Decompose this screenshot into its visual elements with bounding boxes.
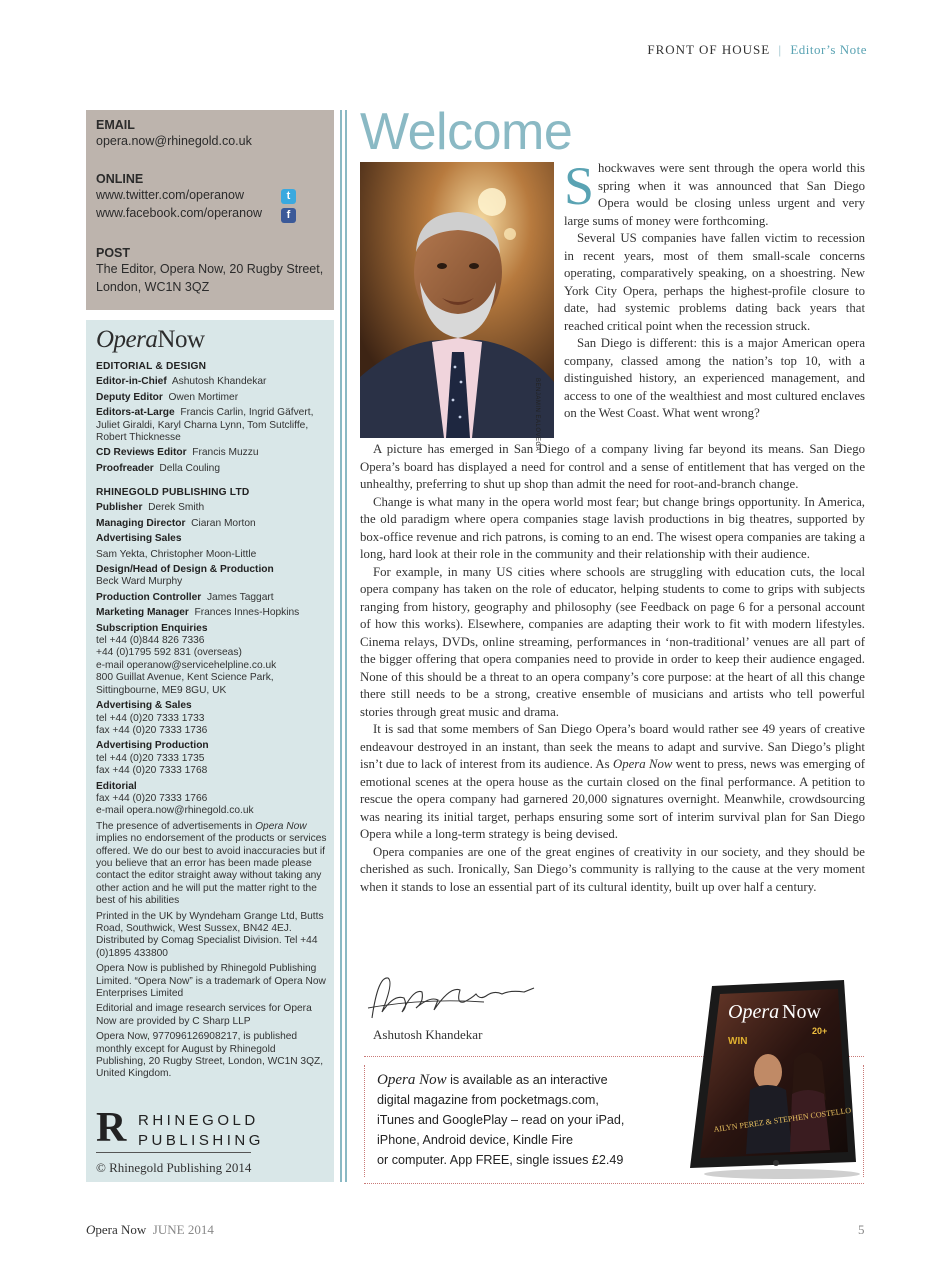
opera-now-logo (96, 326, 205, 354)
editor-in-chief: Ashutosh Khandekar (171, 376, 267, 388)
adv-sales-tel: tel +44 (0)20 7333 1733 (96, 712, 205, 724)
md-label: Managing Director (96, 517, 186, 529)
address-line-1: The Editor, Opera Now, 20 Rugby Street, (96, 262, 324, 276)
adv-prod-fax: fax +44 (0)20 7333 1768 (96, 765, 208, 777)
marketing: Frances Innes-Hopkins (194, 607, 300, 619)
online-heading: ONLINE (96, 172, 144, 186)
contact-box (86, 110, 334, 310)
md: Ciaran Morton (191, 517, 256, 529)
publisher: Derek Smith (148, 502, 205, 514)
paragraph-3: San Diego is different: this is a major American opera company, classed among the nation’s top 10, with a distinguished history, an experienced management, and access to one of the wealthiest and most cultured enclaves on the West Coast. What went wrong? (564, 336, 865, 420)
production-controller: James Taggart (206, 591, 274, 603)
editorial-email[interactable]: e-mail opera.now@rhinegold.co.uk (96, 805, 254, 817)
proofreader: Della Couling (159, 462, 221, 474)
paragraph-6: For example, in many US cities where schools are struggling with education cuts, the local opera company has taken on the role of educator, helping students to come to grips with subjects ranging from history, geography and philosophy (see Feedback on page 6 for a personal account of how this works). Elsewhere, companies are adapting their work to fit with modern lifestyles. Cinema relays, DVDs, online streaming, performances in ‘non-traditional’ venues are all part of the bigger offering that opera companies need to provide in order to keep their audience engaged. None of this should be a threat to an opera company’s core purpose: at the heart of all this change there still needs to be a strong, creative ensemble of musicians and artists who tell powerful stories through great music and drama. (360, 564, 865, 719)
section-label: FRONT OF HOUSE (647, 42, 771, 57)
page-number: 5 (858, 1222, 865, 1237)
editors-at-large-label: Editors-at-Large (96, 407, 175, 419)
editorial-heading: EDITORIAL & DESIGN (96, 361, 207, 372)
twitter-link[interactable]: www.twitter.com/operanow (96, 188, 244, 202)
promo-line-2[interactable]: digital magazine from pocketmags.com, (377, 1093, 599, 1107)
paragraph-4: A picture has emerged in San Diego of a company living far beyond its means. San Diego Opera’s board has displayed a need for control and a sense of entitlement that has verged on the unhealthy, preferring to shut up shop than admit the need for root-and-branch change. (360, 442, 865, 491)
facebook-icon[interactable]: f (281, 208, 296, 223)
email-link[interactable]: opera.now@rhinegold.co.uk (96, 134, 252, 148)
subs-label: Subscription Enquiries (96, 622, 208, 634)
running-head-separator: | (778, 42, 783, 57)
drop-cap: S (564, 156, 595, 216)
adv-prod-tel: tel +44 (0)20 7333 1735 (96, 752, 205, 764)
promo-line-3: iTunes and GooglePlay – read on your iPad, (377, 1113, 625, 1127)
subs-email[interactable]: e-mail operanow@servicehelpline.co.uk (96, 659, 277, 671)
tablet-cover-lines: AILYN PEREZ & STEPHEN COSTELLO (713, 1105, 852, 1134)
footer-magazine (86, 1222, 214, 1238)
rhinegold-logo-rule (96, 1152, 251, 1153)
editor-in-chief-label: Editor-in-Chief (96, 376, 167, 388)
article-body-wide (360, 441, 865, 896)
paragraph-5: Change is what many in the opera world most fear; but change brings opportunity. In America, the old paradigm where opera companies stage lavish productions in big theatres, supported by box-office revenue and rich patrons, is coming to an end. The wisest opera companies are taking a long, hard look at their role in the community and their relationship with their audience. (360, 494, 865, 561)
disclaimer (96, 821, 328, 908)
tablet-title-opera: Opera (728, 1001, 780, 1023)
paragraph-2: Several US companies have fallen victim to recession in recent years, most of them small-scale concerns operating, comparatively speaking, on a shoestring. New York City Opera, perhaps the highest-profile closure to date, had systemic problems dating back years that reached critical point when the recession struck. (564, 231, 865, 333)
disclaimer-pre: The presence of advertisements in (96, 820, 256, 832)
production-controller-label: Production Controller (96, 591, 202, 603)
paragraph-1 (564, 156, 865, 230)
subs-address-2: Sittingbourne, ME9 8GU, UK (96, 684, 227, 696)
promo-mag-title: Opera Now (377, 1072, 447, 1088)
rhinegold-logo-word2: PUBLISHING (138, 1132, 264, 1149)
disclaimer-mag: Opera Now (255, 820, 307, 832)
post-heading: POST (96, 246, 131, 260)
email-block (96, 118, 252, 150)
deputy-editor-label: Deputy Editor (96, 391, 163, 403)
email-heading: EMAIL (96, 118, 135, 132)
research-credit: Editorial and image research services for Opera Now are provided by C Sharp LLP (96, 1003, 312, 1027)
paragraph-1-text: hockwaves were sent through the opera world this spring when it was announced that San Diego Opera would be closing unless urgent and very large sums of money were forthcoming. (564, 161, 865, 228)
photo-credit: BENJAMIN EALOVEGA (534, 378, 540, 452)
column-rule-right (345, 110, 347, 1182)
masthead-box (86, 320, 334, 1182)
marketing-label: Marketing Manager (96, 607, 189, 619)
printer-info: Printed in the UK by Wyndeham Grange Ltd, Butts Road, Southwick, West Sussex, BN42 4EJ. Distributed by Comag Specialist Division. Tel +44 (0)1895 433800 (96, 910, 324, 959)
rhinegold-logo (96, 1105, 328, 1151)
rhinegold-logo-word1: RHINEGOLD (138, 1112, 259, 1129)
copyright: © Rhinegold Publishing 2014 (96, 1160, 252, 1175)
issn-info: Opera Now, 977096126908217, is published monthly except for August by Rhinegold Publishing, 20 Rugby Street, London, WC1N 3QZ, United Kingdom. (96, 1031, 324, 1080)
proofreader-label: Proofreader (96, 462, 154, 474)
signature-name: Ashutosh Khandekar (373, 1027, 483, 1042)
promo-border-right (863, 1065, 864, 1177)
editor-portrait-image (360, 162, 554, 438)
tablet-win: WIN (728, 1036, 748, 1047)
editorial-label: Editorial (96, 780, 137, 792)
ad-sales-label: Advertising Sales (96, 533, 182, 545)
footer-mag-o: O (86, 1222, 96, 1237)
cd-reviews-label: CD Reviews Editor (96, 447, 187, 459)
promo-line-5: or computer. App FREE, single issues £2.49 (377, 1153, 624, 1167)
deputy-editor: Owen Mortimer (168, 391, 239, 403)
column-rule-left (340, 110, 342, 1182)
disclaimer-post: implies no endorsement of the products or services offered. We do our best to avoid inaccuracies but if you believe that an error has been made please contact the editor straight away without taking any other action and he will put the matter right to the best of his abilities (96, 833, 327, 907)
publisher-label: Publisher (96, 502, 143, 514)
cd-reviews: Francis Muzzu (192, 447, 259, 459)
paragraph-7-mag: Opera Now (612, 757, 673, 771)
design-label: Design/Head of Design & Production (96, 564, 274, 576)
adv-sales-label: Advertising & Sales (96, 700, 192, 712)
rhinegold-logo-mark: R (96, 1105, 127, 1151)
publishing-heading: RHINEGOLD PUBLISHING LTD (96, 487, 250, 498)
tablet-title-now: Now (782, 1001, 821, 1023)
editor-portrait (360, 162, 554, 438)
tablet-badge: 20+ (812, 1026, 828, 1036)
logo-now: Now (157, 326, 205, 353)
post-block (96, 246, 323, 296)
twitter-icon[interactable]: t (281, 189, 296, 204)
editorial-section (96, 361, 328, 475)
footer-date: JUNE 2014 (152, 1222, 214, 1237)
editor-signature (364, 968, 544, 1026)
article-title: Welcome (360, 103, 573, 161)
paragraph-8: Opera companies are one of the great engines of creativity in our society, and they should be cherished as such. Ironically, San Diego’s community is rallying to the cause at the very moment when it stands to lose an essential part of its cultural identity, built up over half a century. (360, 844, 865, 894)
running-head (647, 42, 867, 58)
subs-address-1: 800 Guillat Avenue, Kent Science Park, (96, 672, 274, 684)
subs-tel-overseas: +44 (0)1795 592 831 (overseas) (96, 647, 242, 659)
adv-prod-label: Advertising Production (96, 740, 209, 752)
promo-line-4: iPhone, Android device, Kindle Fire (377, 1133, 574, 1147)
address-line-2: London, WC1N 3QZ (96, 280, 210, 294)
adv-sales-fax: fax +44 (0)20 7333 1736 (96, 724, 208, 736)
tablet-magazine-image (690, 980, 860, 1180)
paragraph-7-b: went to press, news was emerging of emotional scenes at the opera house as the curtain closed on the final performance. A petition to rescue the opera company had garnered 20,000 signatures overnight. Meanwhile, crowdsourcing was nearing its initial target, perhaps ensuring some sort of interim survival plan for San Diego Opera while a long-term strategy is being devised. (360, 757, 866, 841)
subsection-label: Editor’s Note (790, 42, 867, 57)
publishing-section (96, 487, 328, 1081)
promo-line-1: is available as an interactive (446, 1073, 608, 1087)
logo-opera: Opera (96, 326, 158, 353)
online-block (96, 172, 328, 222)
promo-border-left (364, 1065, 365, 1177)
footer-mag-rest: pera Now (95, 1222, 147, 1237)
article-body-narrow (564, 156, 865, 423)
ad-sales: Sam Yekta, Christopher Moon-Little (96, 548, 257, 560)
subs-tel: tel +44 (0)844 826 7336 (96, 635, 205, 647)
design: Beck Ward Murphy (96, 576, 183, 588)
editors-at-large: Francis Carlin, Ingrid Gäfvert, Juliet Giraldi, Karyl Charna Lynn, Tom Sutcliffe, Robert Thicknesse (96, 407, 314, 444)
facebook-link[interactable]: www.facebook.com/operanow (96, 206, 263, 220)
paragraph-7 (360, 721, 865, 844)
published-by: Opera Now is published by Rhinegold Publishing Limited. “Opera Now” is a trademark of Opera Now Enterprises Limited (96, 963, 326, 1000)
promo-text (377, 1070, 687, 1170)
paragraph-7-a: It is sad that some members of San Diego Opera’s board would rather see 49 years of creative endeavour destroyed in an instant, than seek the means to adapt and survive. San Diego’s plight isn’t due to lack of interest from its audience. As (360, 722, 865, 771)
editorial-fax: fax +44 (0)20 7333 1766 (96, 792, 208, 804)
